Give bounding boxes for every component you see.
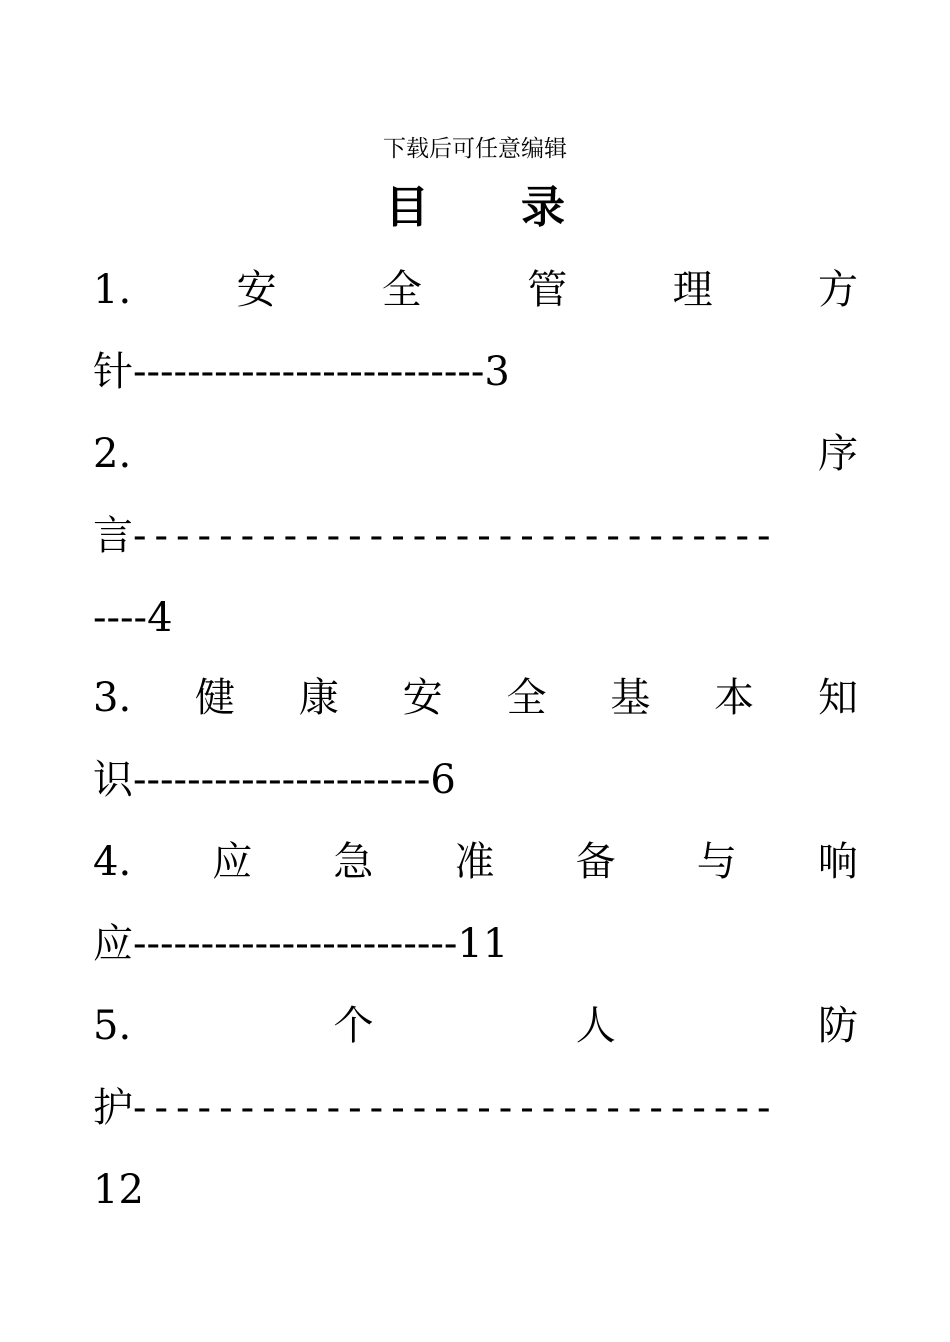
toc-entry-char: 管 — [527, 267, 568, 313]
toc-entry-number: 1. — [93, 267, 132, 313]
toc-entry-number: 3. — [93, 675, 132, 721]
toc-entry-char: 应 — [212, 839, 253, 885]
toc-entry-char: 防 — [817, 1003, 858, 1049]
toc-entry-number: 4. — [93, 839, 132, 885]
toc-entry-char: 备 — [575, 839, 616, 885]
title-char-1: 目 — [385, 182, 429, 233]
toc-entry-3-line-2 — [93, 752, 858, 808]
toc-leader-page: ------------------------11 — [133, 921, 509, 967]
toc-entry-number: 2. — [93, 431, 132, 477]
toc-entry-char: 知 — [817, 675, 858, 721]
toc-entry-char: 本 — [714, 675, 755, 721]
toc-leader-page: --------------------------3 — [133, 349, 510, 395]
toc-entry-char: 响 — [817, 839, 858, 885]
toc-entry-char: 基 — [610, 675, 651, 721]
toc-leader-page: ----4 — [93, 595, 173, 641]
toc-entry-last-char: 针 — [93, 349, 133, 395]
toc-entry-last-char: 言 — [93, 513, 133, 559]
toc-entry-4-line-2 — [93, 916, 858, 972]
toc-leader: ------------------------------ — [133, 1085, 779, 1131]
toc-entry-char: 全 — [381, 267, 422, 313]
toc-entry-char: 序 — [818, 431, 858, 477]
toc-entry-last-char: 护 — [93, 1085, 133, 1131]
toc-entry-char: 人 — [575, 1003, 616, 1049]
toc-entry-number: 5. — [93, 1003, 132, 1049]
toc-entry-char: 个 — [333, 1003, 374, 1049]
toc-entry-char: 准 — [454, 839, 495, 885]
toc-entry-char: 全 — [506, 675, 547, 721]
toc-entry-char: 急 — [333, 839, 374, 885]
toc-entry-last-char: 识 — [93, 757, 133, 803]
toc-entry-last-char: 应 — [93, 921, 133, 967]
header-note: 下载后可任意编辑 — [383, 136, 567, 162]
toc-entry-char: 健 — [195, 675, 235, 721]
toc-leader: ------------------------------ — [133, 513, 779, 559]
toc-entry-2-line-2 — [93, 508, 858, 564]
toc-entry-5-line-1 — [93, 998, 858, 1054]
toc-entry-1-line-1 — [93, 262, 858, 318]
toc-entry-3-line-1 — [93, 670, 858, 726]
toc-entry-char: 方 — [817, 267, 858, 313]
toc-entry-char: 与 — [696, 839, 737, 885]
toc-entry-2-line-3 — [93, 590, 858, 646]
toc-entry-char: 康 — [298, 675, 339, 721]
toc-entry-5-line-2 — [93, 1080, 858, 1136]
toc-entry-char: 安 — [402, 675, 443, 721]
toc-entry-char: 理 — [672, 267, 713, 313]
toc-entry-2-line-1 — [93, 426, 858, 482]
toc-entry-1-line-2 — [93, 344, 858, 400]
page-title — [0, 178, 950, 238]
toc-entry-5-line-3 — [93, 1162, 858, 1218]
toc-page-number: 12 — [93, 1167, 144, 1213]
toc-entry-4-line-1 — [93, 834, 858, 890]
toc-entry-char: 安 — [236, 267, 277, 313]
title-char-2: 录 — [521, 182, 565, 233]
toc-leader-page: ----------------------6 — [133, 757, 456, 803]
